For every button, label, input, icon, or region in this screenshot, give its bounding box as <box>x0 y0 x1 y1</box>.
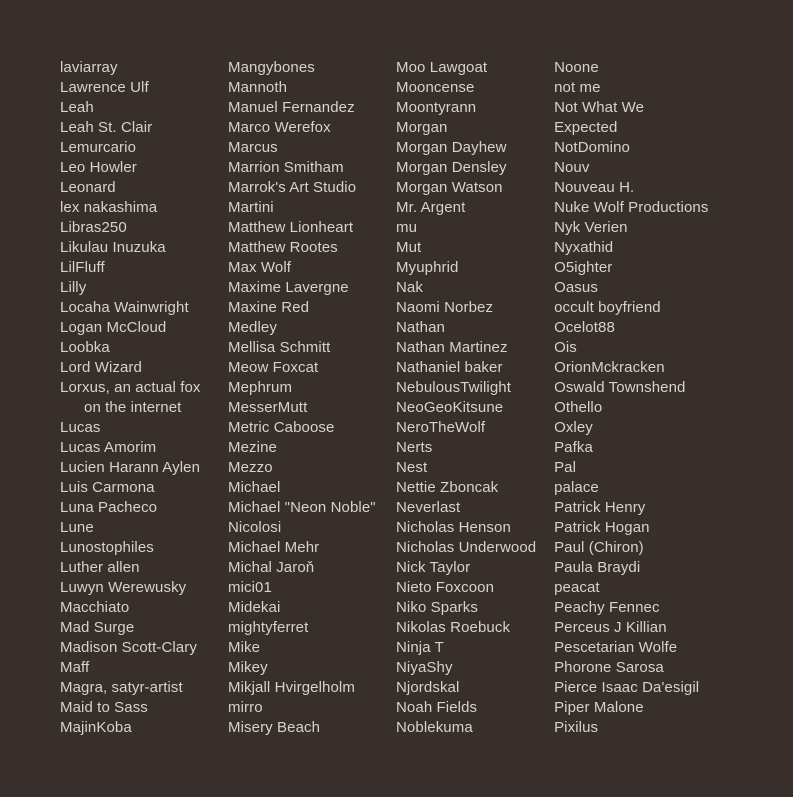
credit-name: Nicolosi <box>228 519 282 536</box>
credit-name: MesserMutt <box>228 399 308 416</box>
credit-name: Midekai <box>228 599 281 616</box>
credit-name: Likulau Inuzuka <box>60 239 166 256</box>
credit-name: Mike <box>228 639 261 656</box>
credit-name: Mezzo <box>228 459 273 476</box>
credit-name: Nieto Foxcoon <box>396 579 495 596</box>
credit-name: Mikjall Hvirgelholm <box>228 679 355 696</box>
credit-name: Luwyn Werewusky <box>60 579 187 596</box>
credit-name: Marrion Smitham <box>228 159 344 176</box>
credit-name: Noah Fields <box>396 699 478 716</box>
credit-name: occult boyfriend <box>554 299 661 316</box>
credit-name: Pafka <box>554 439 593 456</box>
credit-name: Medley <box>228 319 277 336</box>
credit-name: Maff <box>60 659 90 676</box>
credit-name: Martini <box>228 199 274 216</box>
credit-name: Noblekuma <box>396 719 473 736</box>
credit-name: Paul (Chiron) <box>554 539 644 556</box>
credit-name: Max Wolf <box>228 259 292 276</box>
credit-name: NebulousTwilight <box>396 379 511 396</box>
credit-name: peacat <box>554 579 600 596</box>
credit-name: Mooncense <box>396 79 475 96</box>
credit-name: Metric Caboose <box>228 419 335 436</box>
credits-column-4 <box>554 58 733 738</box>
credits-column-2 <box>228 58 396 738</box>
credit-name: Phorone Sarosa <box>554 659 664 676</box>
credit-name: Marcus <box>228 139 278 156</box>
credit-name: Matthew Rootes <box>228 239 338 256</box>
credit-name: Nerts <box>396 439 433 456</box>
credit-name: NeoGeoKitsune <box>396 399 504 416</box>
credit-name: Nouveau H. <box>554 179 635 196</box>
credit-name: Lilly <box>60 279 87 296</box>
credit-name: Mikey <box>228 659 268 676</box>
credit-name: Mephrum <box>228 379 293 396</box>
credit-name: Neverlast <box>396 499 461 516</box>
credits-column-1 <box>60 58 228 738</box>
credit-name: Patrick Henry <box>554 499 646 516</box>
credit-name: Leo Howler <box>60 159 137 176</box>
credit-name: Expected <box>554 119 618 136</box>
credit-name: on the internet <box>84 399 182 416</box>
credit-name: mu <box>396 219 418 236</box>
credit-name: Patrick Hogan <box>554 519 650 536</box>
credit-name: palace <box>554 479 599 496</box>
credit-name: Oasus <box>554 279 598 296</box>
credit-name: Pal <box>554 459 577 476</box>
credit-name: Luis Carmona <box>60 479 155 496</box>
credit-name: Pixilus <box>554 719 599 736</box>
credit-name: Nathan Martinez <box>396 339 508 356</box>
credit-name: Oswald Townshend <box>554 379 686 396</box>
credit-name: Ninja T <box>396 639 444 656</box>
credit-name: Othello <box>554 399 603 416</box>
credit-name: Nicholas Underwood <box>396 539 537 556</box>
credit-name: Nick Taylor <box>396 559 471 576</box>
credit-name: Mangybones <box>228 59 315 76</box>
credit-name: Luther allen <box>60 559 140 576</box>
credit-name: Piper Malone <box>554 699 644 716</box>
credits-column-3 <box>396 58 554 738</box>
credit-name: Nouv <box>554 159 590 176</box>
credit-name: Nicholas Henson <box>396 519 511 536</box>
credit-name: Meow Foxcat <box>228 359 319 376</box>
credit-name: Ois <box>554 339 577 356</box>
credit-name: Michal Jaroň <box>228 559 315 576</box>
credit-name: Nak <box>396 279 423 296</box>
credit-name: Michael "Neon Noble" <box>228 499 376 516</box>
credit-name: Lord Wizard <box>60 359 142 376</box>
credit-name: laviarray <box>60 59 118 76</box>
credit-name: Morgan Dayhew <box>396 139 507 156</box>
credit-name: Morgan Watson <box>396 179 503 196</box>
credit-name: LilFluff <box>60 259 105 276</box>
credit-name: mirro <box>228 699 263 716</box>
credit-name: Libras250 <box>60 219 127 236</box>
credit-name: Maid to Sass <box>60 699 148 716</box>
credit-name: Michael Mehr <box>228 539 320 556</box>
credit-name: Lawrence Ulf <box>60 79 149 96</box>
credit-name: Lucas Amorim <box>60 439 157 456</box>
credit-name: Mannoth <box>228 79 288 96</box>
credit-name: Not What We <box>554 99 645 116</box>
credit-name: Marrok's Art Studio <box>228 179 357 196</box>
credit-name: Oxley <box>554 419 593 436</box>
credit-name: Nyk Verien <box>554 219 628 236</box>
credit-name: Locaha Wainwright <box>60 299 189 316</box>
credit-name: Pescetarian Wolfe <box>554 639 678 656</box>
credit-name: Matthew Lionheart <box>228 219 354 236</box>
credit-name: Morgan Densley <box>396 159 507 176</box>
credit-name: Leonard <box>60 179 116 196</box>
credit-name: Lunostophiles <box>60 539 154 556</box>
credit-name: Magra, satyr-artist <box>60 679 183 696</box>
credit-name: Lune <box>60 519 94 536</box>
credit-name: Paula Braydi <box>554 559 641 576</box>
credit-name: Maxine Red <box>228 299 310 316</box>
credit-name: Naomi Norbez <box>396 299 494 316</box>
credit-name: Nathaniel baker <box>396 359 503 376</box>
credit-name: O5ighter <box>554 259 613 276</box>
credit-name: Myuphrid <box>396 259 459 276</box>
credit-name: Madison Scott-Clary <box>60 639 197 656</box>
credit-name: Morgan <box>396 119 448 136</box>
credit-name: Nuke Wolf Productions <box>554 199 709 216</box>
credit-name: Mut <box>396 239 422 256</box>
credit-name: Pierce Isaac Da'esigil <box>554 679 700 696</box>
credit-name: not me <box>554 79 601 96</box>
credit-name: Moo Lawgoat <box>396 59 488 76</box>
credit-name: lex nakashima <box>60 199 158 216</box>
credit-name: Lemurcario <box>60 139 137 156</box>
credit-name: Nathan <box>396 319 445 336</box>
credit-name: Nest <box>396 459 428 476</box>
credit-name: Moontyrann <box>396 99 477 116</box>
credit-name: Ocelot88 <box>554 319 615 336</box>
credit-name: Leah St. Clair <box>60 119 153 136</box>
credit-name: Lucas <box>60 419 101 436</box>
credit-name: NiyaShy <box>396 659 453 676</box>
credit-name: Luna Pacheco <box>60 499 158 516</box>
credit-name: Leah <box>60 99 94 116</box>
credit-name: Lucien Harann Aylen <box>60 459 201 476</box>
credit-name: Macchiato <box>60 599 130 616</box>
credit-name: Nettie Zboncak <box>396 479 499 496</box>
credit-name: Maxime Lavergne <box>228 279 349 296</box>
credit-name: Misery Beach <box>228 719 321 736</box>
credit-name: MajinKoba <box>60 719 132 736</box>
credit-name: OrionMckracken <box>554 359 665 376</box>
credit-name: Michael <box>228 479 281 496</box>
credit-name: Perceus J Killian <box>554 619 667 636</box>
credit-name: Mad Surge <box>60 619 135 636</box>
credit-name: Peachy Fennec <box>554 599 660 616</box>
credit-name: Lorxus, an actual fox <box>60 379 201 396</box>
credit-name: NotDomino <box>554 139 630 156</box>
credit-name: mici01 <box>228 579 272 596</box>
credit-name: mightyferret <box>228 619 309 636</box>
credit-name: Logan McCloud <box>60 319 167 336</box>
credit-name: Noone <box>554 59 599 76</box>
credit-name: Mr. Argent <box>396 199 466 216</box>
credit-name: Mellisa Schmitt <box>228 339 331 356</box>
credit-name: Niko Sparks <box>396 599 478 616</box>
credit-name: NeroTheWolf <box>396 419 486 436</box>
credit-name: Manuel Fernandez <box>228 99 355 116</box>
credit-name: Njordskal <box>396 679 460 696</box>
credit-name: Nyxathid <box>554 239 614 256</box>
credit-name: Loobka <box>60 339 110 356</box>
credit-name: Nikolas Roebuck <box>396 619 511 636</box>
credit-name: Mezine <box>228 439 277 456</box>
credit-name: Marco Werefox <box>228 119 331 136</box>
